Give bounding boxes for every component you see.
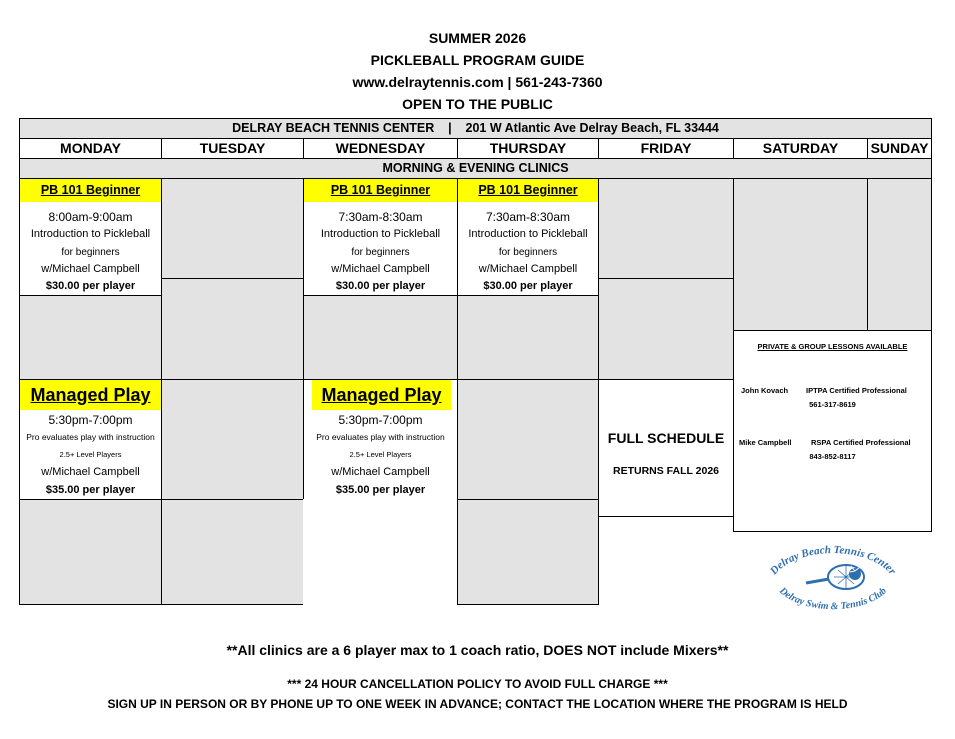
wednesday-pb101-price: $30.00 per player bbox=[335, 280, 426, 292]
wednesday-pb101-intro: Introduction to Pickleball bbox=[320, 228, 441, 240]
footer-cancellation: *** 24 HOUR CANCELLATION POLICY TO AVOID FULL CHARGE *** bbox=[287, 677, 668, 691]
monday-managed-level: 2.5+ Level Players bbox=[59, 450, 122, 459]
wednesday-pb101-coach: w/Michael Campbell bbox=[331, 263, 430, 275]
header-public: OPEN TO THE PUBLIC bbox=[402, 96, 553, 112]
thursday-pb101-for: for beginners bbox=[498, 247, 558, 258]
monday-managed-cell bbox=[19, 379, 162, 500]
friday-returns: RETURNS FALL 2026 bbox=[613, 465, 719, 477]
header-season: SUMMER 2026 bbox=[428, 30, 527, 46]
monday-pb101-time: 8:00am-9:00am bbox=[48, 210, 133, 224]
friday-empty-2 bbox=[598, 278, 734, 380]
monday-pb101-coach: w/Michael Campbell bbox=[41, 263, 140, 275]
monday-managed-coach: w/Michael Campbell bbox=[41, 466, 140, 478]
monday-pb101-title: PB 101 Beginner bbox=[20, 179, 161, 202]
footer-ratio-note: **All clinics are a 6 player max to 1 coach ratio, DOES NOT include Mixers** bbox=[226, 642, 729, 658]
club-logo bbox=[742, 533, 925, 621]
saturday-empty-1 bbox=[733, 178, 868, 331]
monday-pb101-price: $30.00 per player bbox=[45, 280, 136, 292]
monday-empty-2 bbox=[19, 295, 162, 380]
wednesday-managed-price: $35.00 per player bbox=[335, 484, 426, 496]
wednesday-pb101-time: 7:30am-8:30am bbox=[338, 210, 423, 224]
thursday-empty-3 bbox=[457, 379, 599, 500]
footer-signup: SIGN UP IN PERSON OR BY PHONE UP TO ONE WEEK IN ADVANCE; CONTACT THE LOCATION WHERE THE PROGRAM IS HELD bbox=[107, 697, 848, 711]
location-text: DELRAY BEACH TENNIS CENTER | 201 W Atlantic Ave Delray Beach, FL 33444 bbox=[232, 121, 719, 135]
wednesday-pb101-for: for beginners bbox=[351, 247, 410, 258]
monday-managed-title: Managed Play bbox=[20, 380, 161, 410]
wednesday-empty-4 bbox=[303, 499, 458, 605]
monday-managed-time: 5:30pm-7:00pm bbox=[48, 413, 133, 427]
wednesday-managed-level: 2.5+ Level Players bbox=[349, 450, 412, 459]
lessons-box bbox=[733, 330, 932, 532]
wednesday-managed-coach: w/Michael Campbell bbox=[331, 466, 430, 478]
day-header-monday: MONDAY bbox=[19, 138, 162, 159]
lessons-pro2-cert: RSPA Certified Professional bbox=[811, 438, 911, 447]
tuesday-empty-2 bbox=[161, 278, 304, 380]
thursday-pb101-cell bbox=[457, 178, 599, 296]
sunday-empty-1 bbox=[867, 178, 932, 331]
club-logo-graphic bbox=[742, 533, 925, 621]
thursday-pb101-time: 7:30am-8:30am bbox=[485, 210, 571, 224]
thursday-pb101-intro: Introduction to Pickleball bbox=[468, 228, 588, 240]
monday-pb101-cell bbox=[19, 178, 162, 296]
logo-text-top: Delray Beach Tennis Center bbox=[767, 544, 899, 578]
monday-empty-4 bbox=[19, 499, 162, 605]
day-header-tuesday: TUESDAY bbox=[161, 138, 304, 159]
wednesday-managed-title: Managed Play bbox=[312, 380, 451, 410]
lessons-pro1-name: John Kovach bbox=[741, 386, 789, 395]
monday-managed-price: $35.00 per player bbox=[45, 484, 136, 496]
day-header-friday: FRIDAY bbox=[598, 138, 734, 159]
lessons-pro1-cert: IPTPA Certified Professional bbox=[806, 386, 907, 395]
section-title: MORNING & EVENING CLINICS bbox=[382, 161, 569, 175]
tuesday-empty-1 bbox=[161, 178, 304, 279]
friday-full-schedule: FULL SCHEDULE bbox=[607, 430, 725, 446]
svg-text:Delray Swim & Tennis Club bbox=[776, 585, 889, 612]
wednesday-pb101-title: PB 101 Beginner bbox=[304, 179, 457, 202]
monday-managed-desc: Pro evaluates play with instruction bbox=[26, 432, 155, 442]
wednesday-pb101-cell bbox=[303, 178, 458, 296]
thursday-empty-2 bbox=[457, 295, 599, 380]
thursday-pb101-title: PB 101 Beginner bbox=[458, 179, 598, 202]
wednesday-managed-time: 5:30pm-7:00pm bbox=[338, 413, 423, 427]
day-header-thursday: THURSDAY bbox=[457, 138, 599, 159]
location-bar bbox=[19, 118, 932, 139]
lessons-title: PRIVATE & GROUP LESSONS AVAILABLE bbox=[757, 342, 908, 351]
wednesday-empty-2 bbox=[303, 295, 458, 380]
thursday-pb101-price: $30.00 per player bbox=[483, 280, 573, 292]
day-header-saturday: SATURDAY bbox=[733, 138, 868, 159]
palm-tree-icon bbox=[849, 566, 861, 580]
friday-schedule-cell bbox=[598, 379, 734, 517]
friday-empty-1 bbox=[598, 178, 734, 279]
section-bar bbox=[19, 158, 932, 179]
wednesday-managed-desc: Pro evaluates play with instruction bbox=[316, 432, 445, 442]
thursday-empty-4 bbox=[457, 499, 599, 605]
tuesday-empty-3 bbox=[161, 379, 304, 500]
lessons-pro2-name: Mike Campbell bbox=[739, 438, 792, 447]
header-title: PICKLEBALL PROGRAM GUIDE bbox=[370, 52, 585, 68]
tuesday-empty-4 bbox=[161, 499, 304, 605]
day-header-wednesday: WEDNESDAY bbox=[303, 138, 458, 159]
day-header-sunday: SUNDAY bbox=[867, 138, 932, 159]
lessons-pro1-phone: 561-317-8619 bbox=[809, 400, 856, 409]
logo-text-bottom: Delray Swim & Tennis Club bbox=[777, 585, 889, 613]
header-contact: www.delraytennis.com | 561-243-7360 bbox=[352, 74, 603, 90]
svg-text:Delray Beach Tennis Center bbox=[767, 544, 898, 578]
monday-pb101-for: for beginners bbox=[61, 247, 120, 258]
monday-pb101-intro: Introduction to Pickleball bbox=[30, 228, 151, 240]
wednesday-managed-cell bbox=[303, 379, 458, 500]
lessons-pro2-phone: 843-852-8117 bbox=[809, 452, 856, 461]
thursday-pb101-coach: w/Michael Campbell bbox=[478, 263, 578, 275]
